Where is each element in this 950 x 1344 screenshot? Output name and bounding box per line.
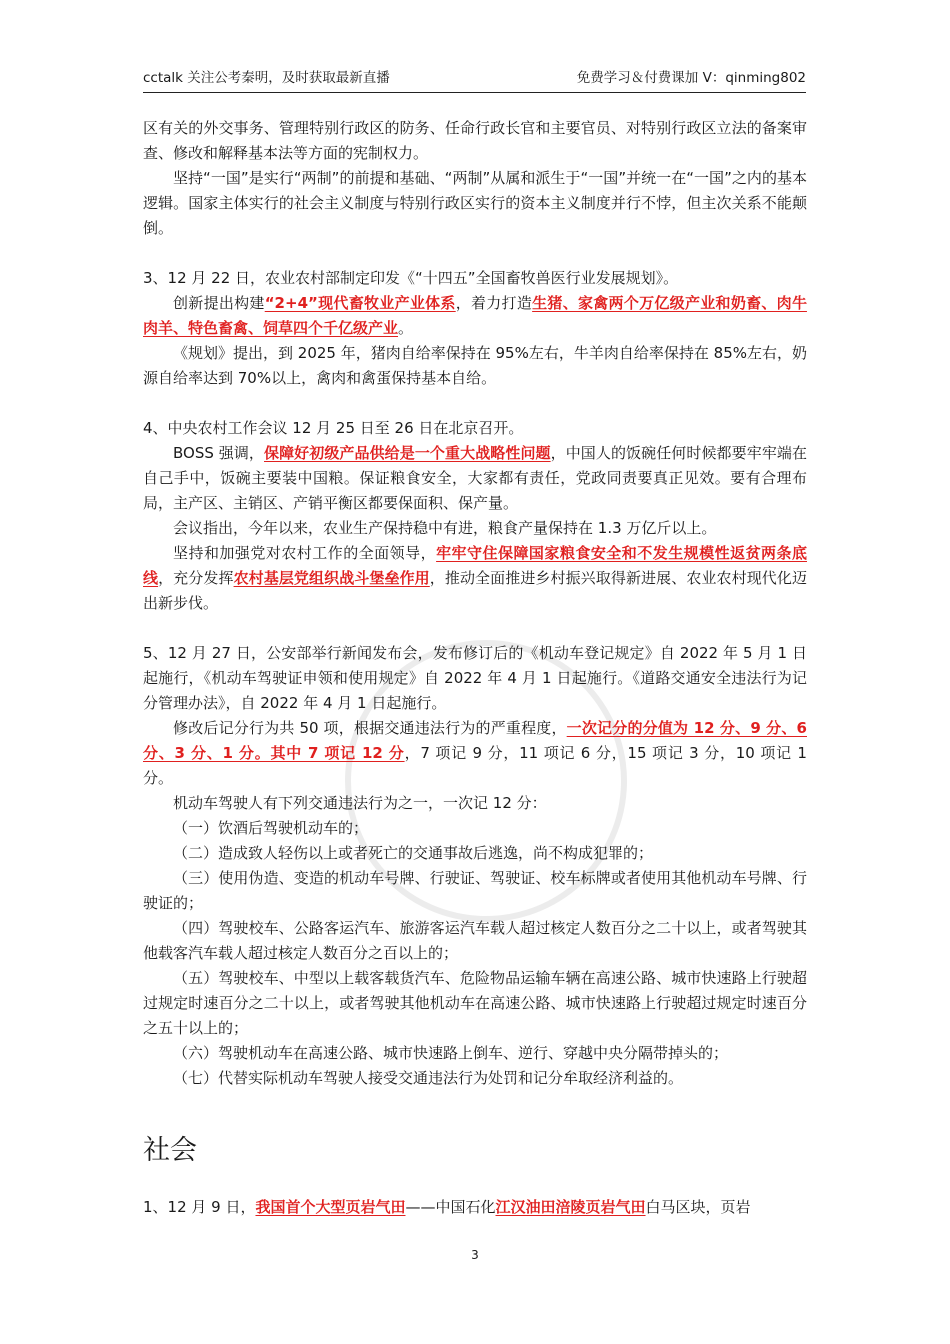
highlight: 农村基层党组织战斗堡垒作用 xyxy=(233,569,430,587)
header-right-text: 免费学习＆付费课加 V：qinming802 xyxy=(576,70,806,86)
list-item: （七）代替实际机动车驾驶人接受交通违法行为处罚和记分牟取经济利益的。 xyxy=(173,1069,684,1087)
list-item: （三）使用伪造、变造的机动车号牌、行驶证、驾驶证、校车标牌或者使用其他机动车号牌、行驶证的； xyxy=(143,869,807,912)
paragraph: 机动车驾驶人有下列交通违法行为之一，一次记 12 分： xyxy=(173,794,547,812)
paragraph: 《规划》提出，到 2025 年，猪肉自给率保持在 95%左右，牛羊肉自给率保持在 85%左右，奶源自给率达到 70%以上，禽肉和禽蛋保持基本自给。 xyxy=(143,344,807,387)
list-item: （四）驾驶校车、公路客运汽车、旅游客运汽车载人超过核定人数百分之二十以上，或者驾驶其他载客汽车载人超过核定人数百分之百以上的； xyxy=(143,919,807,962)
list-item: （五）驾驶校车、中型以上载客载货汽车、危险物品运输车辆在高速公路、城市快速路上行驶超过规定时速百分之二十以上，或者驾驶其他机动车在高速公路、城市快速路上行驶超过规定时速百分之五十以上的； xyxy=(143,969,807,1037)
item-5-title: 5、12 月 27 日，公安部举行新闻发布会，发布修订后的《机动车登记规定》自 2022 年 5 月 1 日起施行，《机动车驾驶证申领和使用规定》自 2022 年 4 月 1 日起施行。《道路交通安全违法行为记分管理办法》，自 2022 年 4 月 1 日起施行。 xyxy=(143,644,807,712)
paragraph: 创新提出构建“2+4”现代畜牧业产业体系，着力打造生猪、家禽两个万亿级产业和奶畜、肉牛肉羊、特色畜禽、饲草四个千亿级产业。 xyxy=(143,294,807,337)
item-3-title: 3、12 月 22 日，农业农村部制定印发《“十四五”全国畜牧兽医行业发展规划》。 xyxy=(143,269,679,287)
header-left-text: cctalk 关注公考秦明，及时获取最新直播 xyxy=(143,70,390,86)
list-item: （一）饮酒后驾驶机动车的； xyxy=(173,819,369,837)
paragraph: 区有关的外交事务、管理特别行政区的防务、任命行政长官和主要官员、对特别行政区立法的备案审查、修改和解释基本法等方面的宪制权力。 xyxy=(143,119,807,162)
page-header xyxy=(143,68,806,93)
highlight: 一次记分的分值为 12 分、9 分、6 分、3 分、1 分。其中 7 项记 12 分 xyxy=(143,719,807,762)
highlight: 保障好初级产品供给是一个重大战略性问题 xyxy=(264,444,551,462)
paragraph: 修改后记分行为共 50 项，根据交通违法行为的严重程度，一次记分的分值为 12 分、9 分、6 分、3 分、1 分。其中 7 项记 12 分，7 项记 9 分，11 项记 6 分，15 项记 3 分，10 项记 1 分。 xyxy=(143,719,807,787)
item-4-title: 4、中央农村工作会议 12 月 25 日至 26 日在北京召开。 xyxy=(143,419,524,437)
list-item: （二）造成致人轻伤以上或者死亡的交通事故后逃逸，尚不构成犯罪的； xyxy=(173,844,654,862)
paragraph: 坚持和加强党对农村工作的全面领导，牢牢守住保障国家粮食安全和不发生规模性返贫两条底线，充分发挥农村基层党组织战斗堡垒作用，推动全面推进乡村振兴取得新进展、农业农村现代化迈出新步伐。 xyxy=(143,544,807,612)
paragraph: BOSS 强调，保障好初级产品供给是一个重大战略性问题，中国人的饭碗任何时候都要牢牢端在自己手中，饭碗主要装中国粮。保证粮食安全，大家都有责任，党政同责要真正见效。要有合理布局，主产区、主销区、产销平衡区都要保面积、保产量。 xyxy=(143,444,807,512)
highlight: 牢牢守住保障国家粮食安全和不发生规模性返贫两条底线 xyxy=(143,544,807,587)
highlight: 我国首个大型页岩气田 xyxy=(255,1198,406,1216)
list-item: （六）驾驶机动车在高速公路、城市快速路上倒车、逆行、穿越中央分隔带掉头的； xyxy=(173,1044,729,1062)
highlight: 江汉油田涪陵页岩气田 xyxy=(495,1198,646,1216)
paragraph: 会议指出，今年以来，农业生产保持稳中有进，粮食产量保持在 1.3 万亿斤以上。 xyxy=(173,519,717,537)
paragraph: 1、12 月 9 日，我国首个大型页岩气田——中国石化江汉油田涪陵页岩气田白马区块，页岩 xyxy=(143,1198,751,1216)
document-body xyxy=(143,116,807,1220)
page-number: 3 xyxy=(471,1248,479,1262)
highlight: 生猪、家禽两个万亿级产业和奶畜、肉牛肉羊、特色畜禽、饲草四个千亿级产业 xyxy=(143,294,807,337)
section-heading: 社会 xyxy=(143,1135,197,1166)
highlight: “2+4”现代畜牧业产业体系 xyxy=(264,294,456,312)
paragraph: 坚持“一国”是实行“两制”的前提和基础、“两制”从属和派生于“一国”并统一在“一国”之内的基本逻辑。国家主体实行的社会主义制度与特别行政区实行的资本主义制度并行不悖，但主次关系不能颠倒。 xyxy=(143,169,807,237)
